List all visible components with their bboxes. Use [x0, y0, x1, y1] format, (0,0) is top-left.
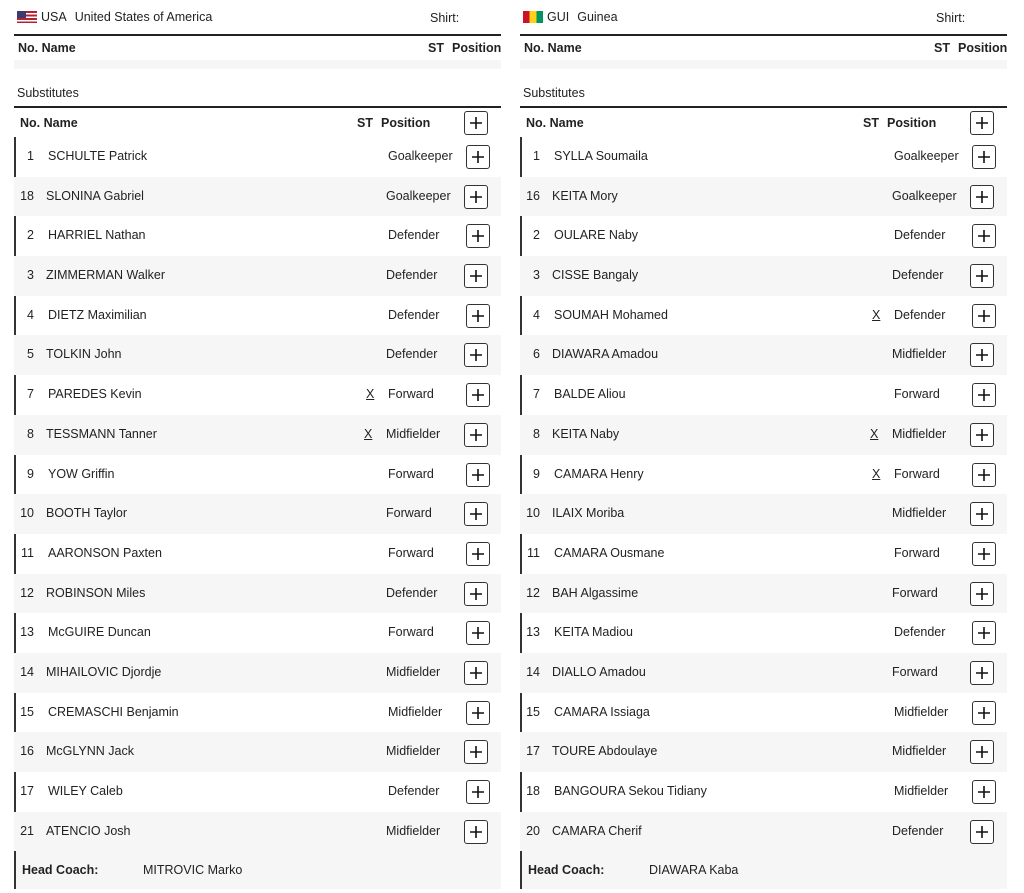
substitutes-table-header	[520, 108, 1007, 137]
plus-icon	[977, 626, 991, 640]
player-position: Midfielder	[892, 506, 947, 521]
player-name: BAH Algassime	[552, 585, 639, 600]
player-position: Defender	[388, 307, 440, 322]
plus-icon	[975, 507, 989, 521]
player-row	[14, 693, 501, 733]
plus-icon	[975, 428, 989, 442]
plus-icon	[471, 388, 485, 402]
player-position: Midfielder	[388, 704, 443, 719]
plus-icon	[975, 116, 989, 130]
plus-icon	[471, 706, 485, 720]
player-number: 14	[20, 664, 34, 679]
starter-mark: X	[366, 387, 375, 402]
player-number: 15	[20, 704, 34, 719]
player-position: Defender	[386, 268, 438, 283]
player-number: 10	[20, 506, 34, 521]
player-row	[520, 455, 1007, 495]
player-number: 16	[20, 744, 34, 759]
player-row	[14, 256, 501, 296]
column-position: Position	[452, 41, 502, 55]
player-number: 1	[533, 149, 540, 163]
player-name: CISSE Bangaly	[552, 268, 639, 283]
player-name: DIETZ Maximilian	[48, 307, 147, 322]
starter-mark: X	[870, 426, 879, 441]
player-name: WILEY Caleb	[48, 784, 123, 798]
player-number: 15	[526, 704, 540, 719]
expand-player-button[interactable]	[972, 701, 996, 725]
plus-icon	[471, 150, 485, 164]
player-number: 2	[27, 228, 34, 243]
player-name: PAREDES Kevin	[48, 387, 142, 402]
player-row	[14, 772, 501, 812]
player-name: YOW Griffin	[48, 466, 115, 481]
plus-icon	[471, 547, 485, 561]
plus-icon	[975, 666, 989, 680]
player-position: Goalkeeper	[892, 188, 957, 203]
expand-player-button[interactable]	[466, 463, 490, 487]
plus-icon	[469, 825, 483, 839]
player-position: Midfielder	[894, 784, 949, 798]
player-name: McGUIRE Duncan	[48, 625, 151, 640]
expand-player-button[interactable]	[972, 304, 996, 328]
player-position: Midfielder	[892, 744, 947, 759]
substitutes-list	[520, 137, 1007, 851]
player-position: Forward	[388, 545, 434, 560]
player-number: 17	[20, 784, 34, 798]
plus-icon	[469, 587, 483, 601]
player-number: 3	[27, 268, 34, 283]
starters-empty-row	[14, 60, 501, 69]
player-row	[14, 494, 501, 534]
player-number: 21	[20, 823, 34, 838]
plus-icon	[469, 745, 483, 759]
expand-player-button[interactable]	[466, 383, 490, 407]
player-number: 1	[27, 149, 34, 163]
player-position: Defender	[386, 347, 438, 362]
player-row	[14, 216, 501, 256]
player-row	[520, 256, 1007, 296]
team-header	[520, 0, 1007, 36]
expand-player-button[interactable]	[466, 701, 490, 725]
expand-player-button[interactable]	[970, 820, 994, 844]
expand-player-button[interactable]	[466, 224, 490, 248]
plus-icon	[469, 428, 483, 442]
player-number: 10	[526, 506, 540, 521]
player-name: ZIMMERMAN Walker	[46, 268, 165, 283]
player-position: Forward	[894, 466, 940, 481]
player-row	[520, 494, 1007, 534]
starter-mark: X	[872, 466, 881, 481]
player-row	[14, 137, 501, 177]
plus-icon	[977, 229, 991, 243]
head-coach-label: Head Coach:	[22, 863, 99, 877]
player-position: Goalkeeper	[894, 149, 959, 163]
expand-player-button[interactable]	[972, 621, 996, 645]
plus-icon	[975, 745, 989, 759]
column-no-name: No. Name	[18, 41, 76, 55]
player-position: Defender	[894, 228, 946, 243]
player-row	[520, 415, 1007, 455]
player-row	[14, 296, 501, 336]
player-number: 17	[526, 744, 540, 759]
team-panel-usa	[14, 0, 501, 851]
expand-player-button[interactable]	[972, 463, 996, 487]
player-number: 3	[533, 268, 540, 283]
player-number: 13	[526, 625, 540, 640]
expand-player-button[interactable]	[970, 264, 994, 288]
player-number: 4	[27, 307, 34, 322]
head-coach-label: Head Coach:	[528, 863, 605, 877]
expand-player-button[interactable]	[464, 740, 488, 764]
column-no-name: No. Name	[526, 116, 584, 130]
player-name: TESSMANN Tanner	[46, 426, 157, 441]
plus-icon	[469, 507, 483, 521]
player-name: CAMARA Ousmane	[554, 545, 665, 560]
expand-all-button[interactable]	[464, 111, 488, 135]
usa-flag-icon	[17, 11, 37, 23]
head-coach-name: MITROVIC Marko	[143, 863, 243, 877]
expand-player-button[interactable]	[972, 780, 996, 804]
shirt-label: Shirt:	[936, 11, 966, 25]
player-position: Forward	[894, 387, 940, 402]
player-name: AARONSON Paxten	[48, 545, 162, 560]
player-number: 4	[533, 307, 540, 322]
player-position: Goalkeeper	[388, 149, 453, 163]
player-number: 8	[533, 426, 540, 441]
player-number: 14	[526, 664, 540, 679]
head-coach-row	[520, 851, 1007, 889]
player-number: 8	[27, 426, 34, 441]
plus-icon	[469, 666, 483, 680]
column-st: ST	[357, 116, 373, 130]
player-number: 12	[20, 585, 34, 600]
team-country: United States of America	[74, 10, 213, 24]
player-name: BOOTH Taylor	[46, 506, 128, 521]
player-name: SCHULTE Patrick	[48, 149, 148, 163]
player-row	[520, 177, 1007, 217]
player-number: 7	[27, 387, 34, 402]
plus-icon	[975, 269, 989, 283]
player-position: Defender	[388, 784, 440, 798]
player-row	[14, 335, 501, 375]
player-name: SLONINA Gabriel	[46, 188, 144, 203]
player-number: 6	[533, 347, 540, 362]
player-position: Forward	[894, 545, 940, 560]
expand-player-button[interactable]	[466, 304, 490, 328]
expand-player-button[interactable]	[972, 542, 996, 566]
player-name: DIALLO Amadou	[552, 664, 646, 679]
expand-player-button[interactable]	[970, 423, 994, 447]
player-row	[14, 574, 501, 614]
expand-player-button[interactable]	[464, 423, 488, 447]
expand-player-button[interactable]	[464, 185, 488, 209]
player-name: ROBINSON Miles	[46, 585, 146, 600]
plus-icon	[977, 468, 991, 482]
player-name: CAMARA Cherif	[552, 823, 642, 838]
starter-mark: X	[872, 307, 881, 322]
player-number: 9	[27, 466, 34, 481]
player-name: DIAWARA Amadou	[552, 347, 659, 362]
player-name: HARRIEL Nathan	[48, 228, 146, 243]
plus-icon	[471, 309, 485, 323]
column-no-name: No. Name	[524, 41, 582, 55]
player-position: Defender	[894, 307, 946, 322]
expand-player-button[interactable]	[972, 383, 996, 407]
player-row	[520, 335, 1007, 375]
expand-player-button[interactable]	[464, 264, 488, 288]
substitutes-title: Substitutes	[520, 80, 1007, 108]
player-position: Defender	[388, 228, 440, 243]
player-position: Midfielder	[386, 664, 441, 679]
player-row	[520, 732, 1007, 772]
expand-player-button[interactable]	[464, 343, 488, 367]
player-row	[14, 812, 501, 852]
player-position: Midfielder	[386, 823, 441, 838]
player-row	[14, 534, 501, 574]
player-row	[520, 375, 1007, 415]
plus-icon	[977, 547, 991, 561]
expand-player-button[interactable]	[970, 502, 994, 526]
player-row	[520, 812, 1007, 852]
player-number: 18	[20, 188, 34, 203]
player-row	[520, 216, 1007, 256]
column-st: ST	[863, 116, 879, 130]
plus-icon	[469, 348, 483, 362]
player-name: CAMARA Henry	[554, 466, 644, 481]
player-position: Forward	[388, 387, 434, 402]
player-name: OULARE Naby	[554, 228, 639, 243]
plus-icon	[977, 150, 991, 164]
expand-player-button[interactable]	[466, 780, 490, 804]
player-number: 7	[533, 387, 540, 402]
column-no-name: No. Name	[20, 116, 78, 130]
team-code: GUI	[547, 10, 570, 24]
player-number: 11	[21, 545, 34, 560]
player-name: ILAIX Moriba	[552, 506, 625, 521]
player-number: 2	[533, 228, 540, 243]
player-row	[520, 137, 1007, 177]
player-row	[14, 613, 501, 653]
team-header	[14, 0, 501, 36]
player-position: Forward	[892, 585, 938, 600]
team-panel-gui	[520, 0, 1007, 851]
plus-icon	[471, 468, 485, 482]
guinea-flag-icon	[523, 11, 543, 23]
starters-table-header	[14, 36, 501, 60]
player-position: Forward	[388, 466, 434, 481]
player-position: Midfielder	[386, 744, 441, 759]
player-position: Forward	[386, 506, 432, 521]
player-name: ATENCIO Josh	[46, 823, 131, 838]
expand-player-button[interactable]	[970, 185, 994, 209]
substitutes-title: Substitutes	[14, 80, 501, 108]
column-position: Position	[887, 116, 937, 130]
substitutes-list	[14, 137, 501, 851]
player-row	[520, 613, 1007, 653]
player-number: 12	[526, 585, 540, 600]
player-row	[520, 534, 1007, 574]
player-number: 20	[526, 823, 540, 838]
player-position: Defender	[386, 585, 438, 600]
player-position: Defender	[892, 823, 944, 838]
column-st: ST	[428, 41, 444, 55]
expand-player-button[interactable]	[464, 502, 488, 526]
player-name: KEITA Madiou	[554, 625, 633, 640]
player-name: BANGOURA Sekou Tidiany	[554, 784, 707, 798]
expand-player-button[interactable]	[464, 661, 488, 685]
player-number: 16	[526, 188, 540, 203]
player-number: 5	[27, 347, 34, 362]
player-name: KEITA Mory	[552, 188, 618, 203]
player-name: CAMARA Issiaga	[554, 704, 650, 719]
head-coach-row	[14, 851, 501, 889]
player-position: Midfielder	[894, 704, 949, 719]
shirt-label: Shirt:	[430, 11, 460, 25]
plus-icon	[975, 825, 989, 839]
player-row	[520, 693, 1007, 733]
player-position: Defender	[892, 268, 944, 283]
plus-icon	[469, 116, 483, 130]
expand-player-button[interactable]	[970, 661, 994, 685]
player-name: SYLLA Soumaila	[554, 149, 648, 163]
column-position: Position	[958, 41, 1008, 55]
player-row	[14, 415, 501, 455]
player-position: Midfielder	[892, 426, 947, 441]
player-name: McGLYNN Jack	[46, 744, 134, 759]
column-position: Position	[381, 116, 431, 130]
player-row	[14, 177, 501, 217]
plus-icon	[977, 706, 991, 720]
plus-icon	[471, 229, 485, 243]
player-position: Goalkeeper	[386, 188, 451, 203]
team-code: USA	[41, 10, 67, 24]
player-name: MIHAILOVIC Djordje	[46, 664, 162, 679]
player-name: TOLKIN John	[46, 347, 122, 362]
player-name: KEITA Naby	[552, 426, 620, 441]
expand-player-button[interactable]	[466, 542, 490, 566]
player-name: TOURE Abdoulaye	[552, 744, 658, 759]
player-name: BALDE Aliou	[554, 387, 626, 402]
player-number: 13	[20, 625, 34, 640]
team-country: Guinea	[577, 10, 618, 24]
player-name: CREMASCHI Benjamin	[48, 704, 179, 719]
plus-icon	[977, 785, 991, 799]
player-row	[520, 653, 1007, 693]
plus-icon	[975, 587, 989, 601]
player-row	[14, 653, 501, 693]
plus-icon	[469, 269, 483, 283]
plus-icon	[977, 388, 991, 402]
expand-all-button[interactable]	[970, 111, 994, 135]
plus-icon	[975, 190, 989, 204]
expand-player-button[interactable]	[466, 621, 490, 645]
column-st: ST	[934, 41, 950, 55]
plus-icon	[977, 309, 991, 323]
player-row	[520, 772, 1007, 812]
expand-player-button[interactable]	[972, 145, 996, 169]
starters-table-header	[520, 36, 1007, 60]
plus-icon	[471, 626, 485, 640]
plus-icon	[471, 785, 485, 799]
starter-mark: X	[364, 426, 373, 441]
player-number: 18	[526, 784, 540, 798]
expand-player-button[interactable]	[464, 820, 488, 844]
player-number: 9	[533, 466, 540, 481]
expand-player-button[interactable]	[972, 224, 996, 248]
player-row	[14, 375, 501, 415]
player-position: Midfielder	[892, 347, 947, 362]
player-position: Forward	[388, 625, 434, 640]
expand-player-button[interactable]	[970, 582, 994, 606]
player-row	[520, 574, 1007, 614]
player-row	[14, 732, 501, 772]
expand-player-button[interactable]	[464, 582, 488, 606]
expand-player-button[interactable]	[970, 343, 994, 367]
plus-icon	[469, 190, 483, 204]
player-name: SOUMAH Mohamed	[554, 307, 668, 322]
player-position: Midfielder	[386, 426, 441, 441]
player-position: Defender	[894, 625, 946, 640]
expand-player-button[interactable]	[970, 740, 994, 764]
player-position: Forward	[892, 664, 938, 679]
expand-player-button[interactable]	[466, 145, 490, 169]
starters-empty-row	[520, 60, 1007, 69]
plus-icon	[975, 348, 989, 362]
head-coach-name: DIAWARA Kaba	[649, 863, 739, 877]
substitutes-table-header	[14, 108, 501, 137]
player-row	[14, 455, 501, 495]
player-row	[520, 296, 1007, 336]
player-number: 11	[527, 545, 540, 560]
